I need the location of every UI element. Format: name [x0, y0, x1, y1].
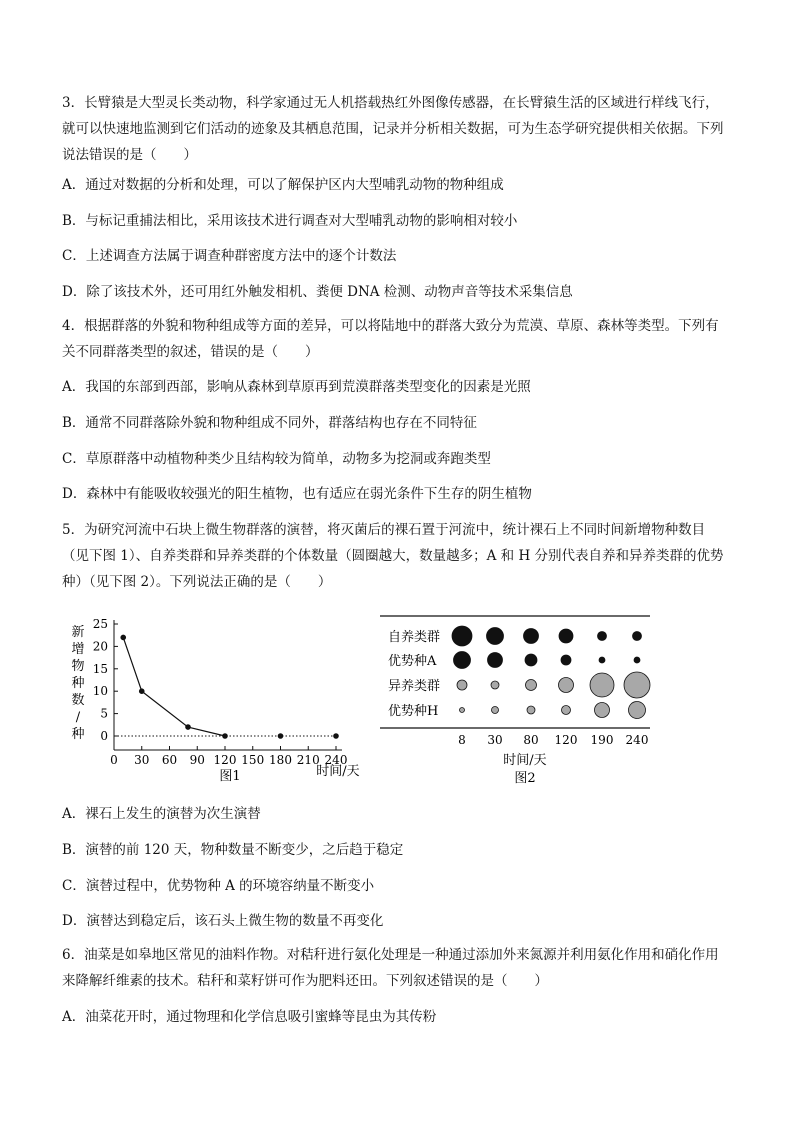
figure-2-bubble	[561, 655, 571, 665]
figure-1-y-axis-label-char: 种	[71, 676, 85, 691]
figure-2-category-label: 80	[523, 733, 539, 747]
question-3-option-b: B．与标记重捕法相比，采用该技术进行调查对大型哺乳动物的影响相对较小	[62, 213, 518, 229]
figure-2-bubble	[524, 629, 539, 644]
question-3-stem: 3．长臂猿是大型灵长类动物，科学家通过无人机搭载热红外图像传感器，在长臂猿生活的区域进行样线飞行，就可以快速地监测到它们活动的迹象及其栖息范围，记录并分析相关数据，可为生态学研究提供相关依据。下列说法错误的是（ ）	[62, 95, 724, 163]
figure-1-y-axis-label-char: /	[75, 710, 81, 725]
figure-1-data-point	[333, 733, 339, 739]
figure-2-bubble	[624, 672, 650, 698]
figure-2-bubble	[457, 680, 467, 690]
figure-2-bubble	[454, 652, 471, 669]
figure-2-row-label: 优势种H	[388, 704, 439, 719]
figure-2-bubble	[488, 653, 503, 668]
figure-2-bubble	[598, 632, 607, 641]
figure-2-category-label: 240	[625, 733, 649, 747]
figure-1-y-tick-label: 15	[92, 661, 108, 676]
figure-1-x-tick-label: 180	[269, 753, 292, 767]
figure-1-y-axis-label-char: 数	[71, 693, 85, 708]
figure-1-y-axis-label-char: 新	[71, 625, 85, 640]
question-3-option-a: A．通过对数据的分析和处理，可以了解保护区内大型哺乳动物的物种组成	[62, 177, 504, 193]
figure-2-bubble	[452, 626, 472, 646]
figure-2-bubble	[559, 678, 574, 693]
figure-2-bubble	[634, 657, 640, 663]
figure-1-y-tick-label: 5	[100, 706, 108, 721]
figure-2-category-label: 190	[590, 733, 614, 747]
question-6-option-a: A．油菜花开时，通过物理和化学信息吸引蜜蜂等昆虫为其传粉	[62, 1009, 437, 1025]
figure-2-bubble	[590, 673, 614, 697]
question-4-stem: 4．根据群落的外貌和物种组成等方面的差异，可以将陆地中的群落大致分为荒漠、草原、森林等类型。下列有关不同群落类型的叙述，错误的是（ ）	[62, 318, 719, 360]
figure-1-data-point	[120, 635, 126, 641]
question-5-option-d: D．演替达到稳定后，该石头上微生物的数量不再变化	[62, 913, 384, 929]
figure-2-bubble	[525, 654, 537, 666]
figure-2-caption: 图2	[514, 771, 536, 786]
figure-1-x-tick-label: 150	[241, 753, 265, 767]
question-4-option-a: A．我国的东部到西部，影响从森林到草原再到荒漠群落类型变化的因素是光照	[62, 379, 531, 395]
question-5-option-b: B．演替的前 120 天，物种数量不断变少，之后趋于稳定	[62, 842, 404, 858]
figure-1-x-tick-label: 120	[213, 753, 237, 767]
figure-2-bubble-chart	[380, 612, 660, 790]
figure-2-bubble	[491, 681, 499, 689]
figure-1-y-axis-label-char: 种	[71, 727, 85, 742]
figure-1-y-tick-label: 25	[92, 617, 108, 631]
figure-1-y-tick-label: 10	[92, 684, 108, 699]
figure-1-x-tick-label: 240	[324, 753, 348, 767]
figure-2-bubble	[633, 632, 642, 641]
figure-1-x-axis-label: 时间/天	[316, 764, 360, 779]
question-5-option-c: C．演替过程中，优势物种 A 的环境容纳量不断变小	[62, 878, 375, 894]
figure-2-category-label: 8	[458, 733, 466, 747]
figure-2-bubble	[599, 657, 605, 663]
question-4-option-d: D．森林中有能吸收较强光的阳生植物，也有适应在弱光条件下生存的阴生植物	[62, 486, 532, 502]
question-3-option-c: C．上述调查方法属于调查种群密度方法中的逐个计数法	[62, 248, 397, 264]
figure-2-x-axis-label: 时间/天	[503, 753, 547, 768]
figure-2-bubble	[562, 706, 571, 715]
figure-1-series-line	[123, 637, 225, 736]
question-4-option-c: C．草原群落中动植物种类少且结构较为简单，动物多为挖洞或奔跑类型	[62, 451, 491, 467]
figure-2-bubble	[526, 680, 537, 691]
figure-2-bubble	[492, 707, 499, 714]
figure-1-y-tick-label: 20	[92, 639, 108, 654]
figure-1-line-chart	[62, 612, 372, 790]
figure-1-data-point	[185, 724, 191, 730]
question-6-stem: 6．油菜是如皋地区常见的油料作物。对秸秆进行氨化处理是一种通过添加外来氮源并利用氨化作用和硝化作用来降解纤维素的技术。秸秆和菜籽饼可作为肥料还田。下列叙述错误的是（ ）	[62, 947, 719, 989]
figure-2-bubble	[595, 703, 610, 718]
figure-2-row-label: 自养类群	[388, 630, 441, 645]
figure-2-row-label: 异养类群	[388, 679, 441, 694]
figure-2-bubble	[559, 629, 573, 643]
figure-1-data-point	[278, 733, 284, 739]
figure-2-category-label: 30	[487, 733, 503, 747]
figure-1-data-point	[139, 688, 145, 694]
figure-2-category-label: 120	[554, 733, 578, 747]
question-5-option-a: A．裸石上发生的演替为次生演替	[62, 806, 261, 822]
figure-1-x-tick-label: 60	[161, 753, 178, 767]
figure-2-bubble	[460, 708, 465, 713]
figure-1-x-tick-label: 30	[134, 753, 150, 767]
figure-1-x-tick-label: 90	[189, 753, 205, 767]
figure-1-x-tick-label: 0	[110, 753, 118, 767]
figure-1-caption: 图1	[219, 769, 241, 784]
figure-2-bubble	[629, 702, 646, 719]
figure-1-y-axis-label-char: 物	[71, 659, 85, 674]
figure-2-bubble	[527, 706, 535, 714]
figure-1-data-point	[222, 733, 228, 739]
figure-2-bubble	[487, 628, 504, 645]
question-5-stem: 5．为研究河流中石块上微生物群落的演替，将灭菌后的裸石置于河流中，统计裸石上不同时间新增物种数目（见下图 1）、自养类群和异养类群的个体数量（圆圈越大，数量越多；A 和 H 分别代表自养和异养类群的优势种）（见下图 2）。下列说法正确的是（ ）	[62, 522, 724, 590]
question-3-option-d: D．除了该技术外，还可用红外触发相机、粪便 DNA 检测、动物声音等技术采集信息	[62, 284, 573, 300]
question-4-option-b: B．通常不同群落除外貌和物种组成不同外，群落结构也存在不同特征	[62, 415, 477, 431]
figure-1-x-tick-label: 210	[296, 753, 320, 767]
figure-2-row-label: 优势种A	[388, 654, 437, 669]
figure-1-y-axis-label-char: 增	[71, 642, 85, 657]
figure-1-y-tick-label: 0	[100, 729, 108, 743]
